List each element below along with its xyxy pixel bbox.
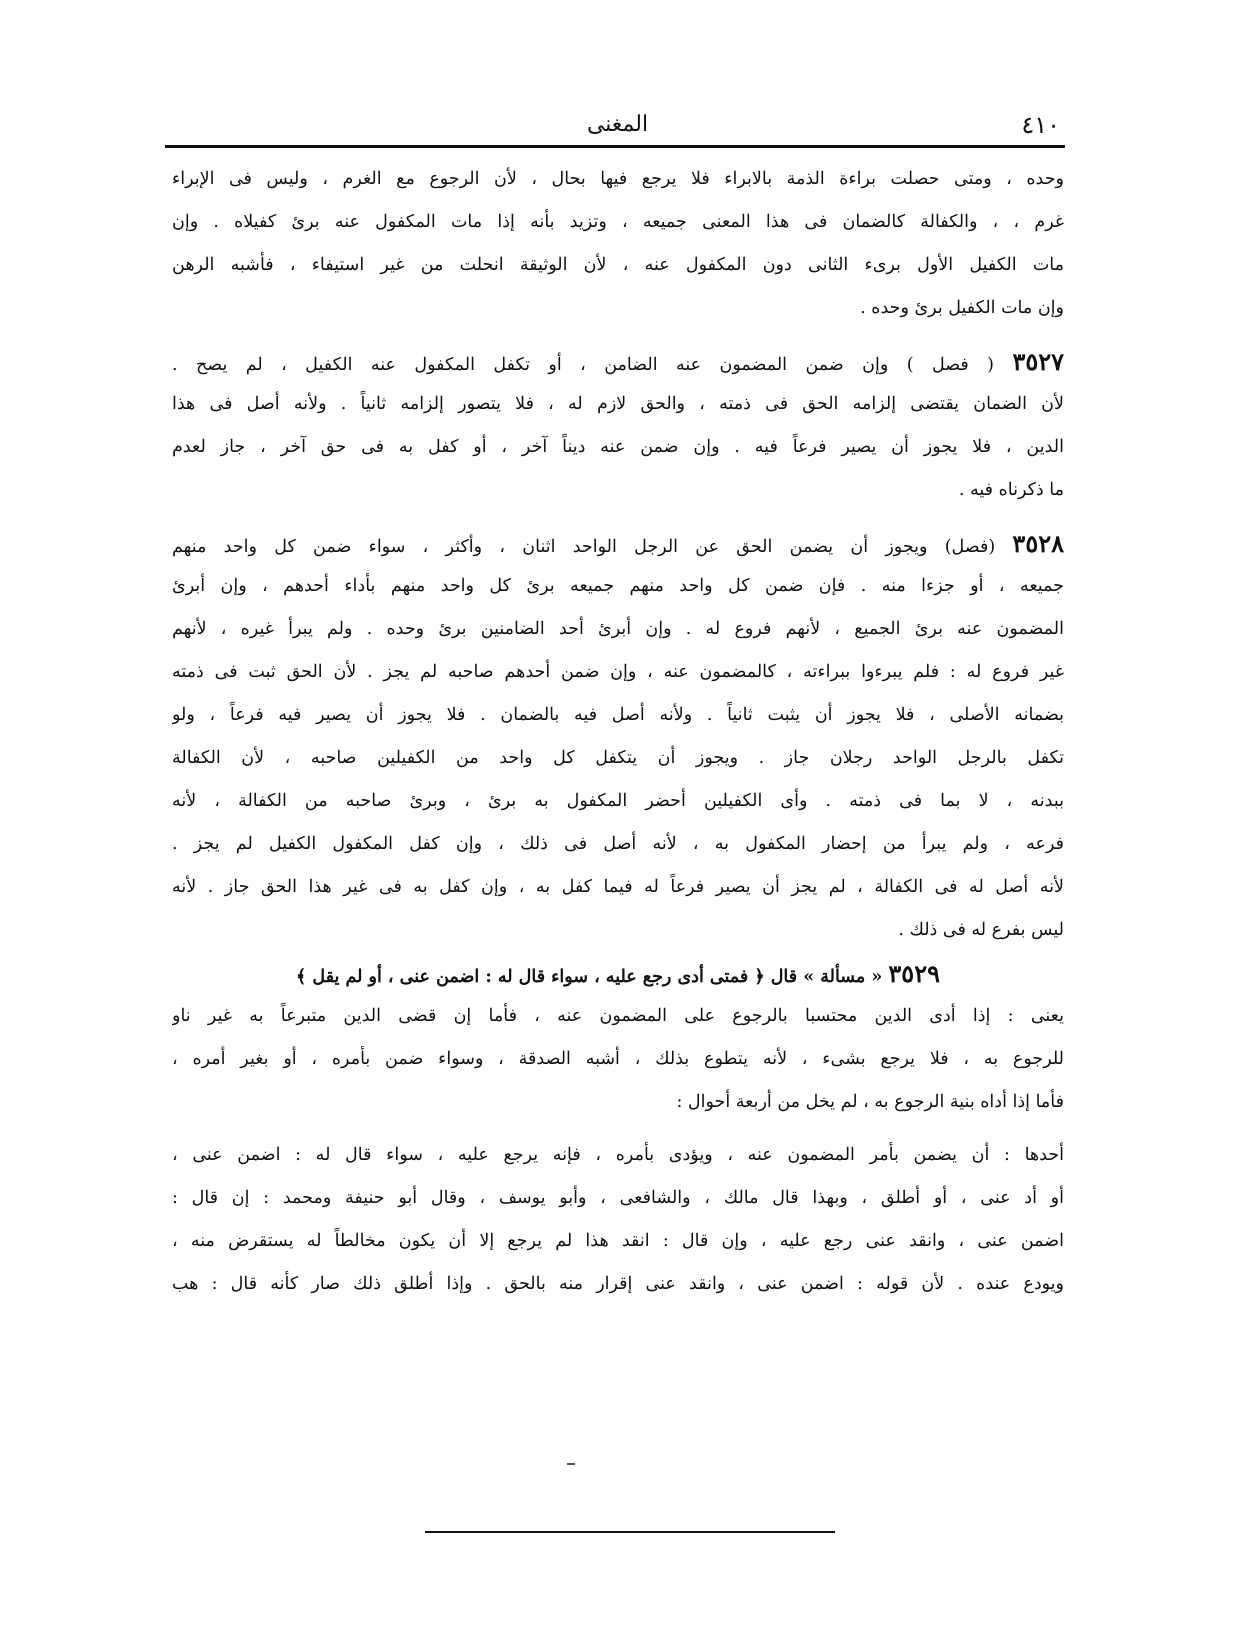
text-line: أحدها : أن يضمن بأمر المضمون عنه ، ويؤدى بأمره ، فإنه يرجع عليه ، سواء قال له : اضمن عنى ، xyxy=(172,1145,1064,1165)
paragraph-gap xyxy=(172,1124,1064,1134)
text-line xyxy=(172,522,1064,565)
section-3529 xyxy=(172,952,1064,1124)
paragraph-continuation xyxy=(172,158,1064,330)
text-line: جميعه ، أو جزءا منه . فإن ضمن كل واحد منهم جميعه برئ كل واحد منهم بأداء أحدهم ، وإن أبرئ xyxy=(172,576,1064,596)
text-line: غير فروع له : فلم يبرءوا ببراءته ، كالمضمون عنه ، وإن ضمن أحدهم صاحبه لم يجز . لأن الحق ثبت فى ذمته xyxy=(172,662,1064,682)
text-line: ليس بفرع له فى ذلك . xyxy=(898,920,1064,940)
heading-text: « مسألة » قال ﴿ فمتى أدى رجع عليه ، سواء قال له : اضمن عنى ، أو لم يقل ﴾ xyxy=(296,967,883,987)
text-line: وإن مات الكفيل برئ وحده . xyxy=(860,298,1064,318)
page-number: ٤١٠ xyxy=(1021,111,1060,139)
text-line: أو أد عنى ، أو أطلق ، وبهذا قال مالك ، والشافعى ، وأبو يوسف ، وقال أبو حنيفة ومحمد : إن قال : xyxy=(172,1188,1064,1208)
footer-rule xyxy=(425,1531,835,1533)
section-number: ٣٥٢٨ xyxy=(1012,529,1064,558)
text-line: تكفل بالرجل الواحد رجلان جاز . ويجوز أن يتكفل كل واحد من الكفيلين صاحبه ، لأن الكفالة xyxy=(172,748,1064,768)
section-3527 xyxy=(172,340,1064,512)
text-line xyxy=(172,340,1064,383)
header-rule xyxy=(165,145,1065,148)
page-header xyxy=(175,108,1060,142)
text-line: ويودع عنده . لأن قوله : اضمن عنى ، وانقد عنى إقرار منه بالحق . وإذا أطلق ذلك صار كأنه قال : هب xyxy=(172,1274,1064,1294)
paragraph-gap xyxy=(172,512,1064,522)
text-line: غرم ، ، والكفالة كالضمان فى هذا المعنى جميعه ، وتزيد بأنه إذا مات المكفول عنه برئ كفيلاه . وإن xyxy=(172,212,1064,232)
text-line: لأنه أصل له فى الكفالة ، لم يجز أن يصير فرعاً له فيما كفل به ، وإن كفل به فى غير هذا الحق جاز . لأنه xyxy=(172,877,1064,897)
text-line: المضمون عنه برئ الجميع ، لأنهم فروع له . وإن أبرئ أحد الضامنين برئ وحده . ولم يبرأ غيره ، لأنهم xyxy=(172,619,1064,639)
body-text xyxy=(172,158,1064,1306)
paragraph-gap xyxy=(172,330,1064,340)
text-line: فرعه ، ولم يبرأ من إحضار المكفول به ، لأنه أصل فى ذلك ، وإن كفل المكفول الكفيل لم يجز . xyxy=(172,834,1064,854)
text-line: مات الكفيل الأول برىء الثانى دون المكفول عنه ، لأن الوثيقة انحلت من غير استيفاء ، فأشبه الرهن xyxy=(172,255,1064,275)
book-title: المغنى xyxy=(586,112,649,137)
issue-heading xyxy=(172,952,1064,995)
text-line: وحده ، ومتى حصلت براءة الذمة بالابراء فلا يرجع فيها بحال ، لأن الرجوع مع الغرم ، وليس فى الإبراء xyxy=(172,169,1064,189)
text-line: فأما إذا أداه بنية الرجوع به ، لم يخل من أربعة أحوال : xyxy=(676,1092,1064,1112)
paragraph-cases xyxy=(172,1134,1064,1306)
section-number: ٣٥٢٧ xyxy=(1012,347,1064,376)
page-speck xyxy=(567,1463,575,1465)
text-line: الدين ، فلا يجوز أن يصير فرعاً فيه . وإن ضمن عنه ديناً آخر ، أو كفل به فى حق آخر ، جاز لعدم xyxy=(172,437,1064,457)
section-3528 xyxy=(172,522,1064,952)
line-text: (فصل) ويجوز أن يضمن الحق عن الرجل الواحد اثنان ، وأكثر ، سواء ضمن كل واحد منهم xyxy=(172,537,996,557)
text-line: ما ذكرناه فيه . xyxy=(958,480,1064,500)
text-line: لأن الضمان يقتضى إلزامه الحق فى ذمته ، والحق لازم له ، فلا يتصور إلزامه ثانياً . ولأنه أصل فى هذا xyxy=(172,394,1064,414)
text-line: ببدنه ، لا بما فى ذمته . وأى الكفيلين أحضر المكفول به برئ ، وبرئ صاحبه من الكفالة ، لأنه xyxy=(172,791,1064,811)
text-line: بضمانه الأصلى ، فلا يجوز أن يثبت ثانياً . ولأنه أصل فيه بالضمان . فلا يجوز أن يصير فيه فرعاً ، ولو xyxy=(172,705,1064,725)
text-line: للرجوع به ، فلا يرجع بشىء ، لأنه يتطوع بذلك ، أشبه الصدقة ، وسواء ضمن بأمره ، أو بغير أمره ، xyxy=(172,1049,1064,1069)
text-line: يعنى : إذا أدى الدين محتسبا بالرجوع على المضمون عنه ، فأما إن قضى الدين متبرعاً به غير ناو xyxy=(172,1006,1064,1026)
text-line: اضمن عنى ، وانقد عنى رجع عليه ، وإن قال : انقد هذا لم يرجع إلا أن يكون مخالطاً له يستقرض منه ، xyxy=(172,1231,1064,1251)
section-number: ٣٥٢٩ xyxy=(888,959,940,988)
line-text: ( فصل ) وإن ضمن المضمون عنه الضامن ، أو تكفل المكفول عنه الكفيل ، لم يصح . xyxy=(172,355,995,375)
